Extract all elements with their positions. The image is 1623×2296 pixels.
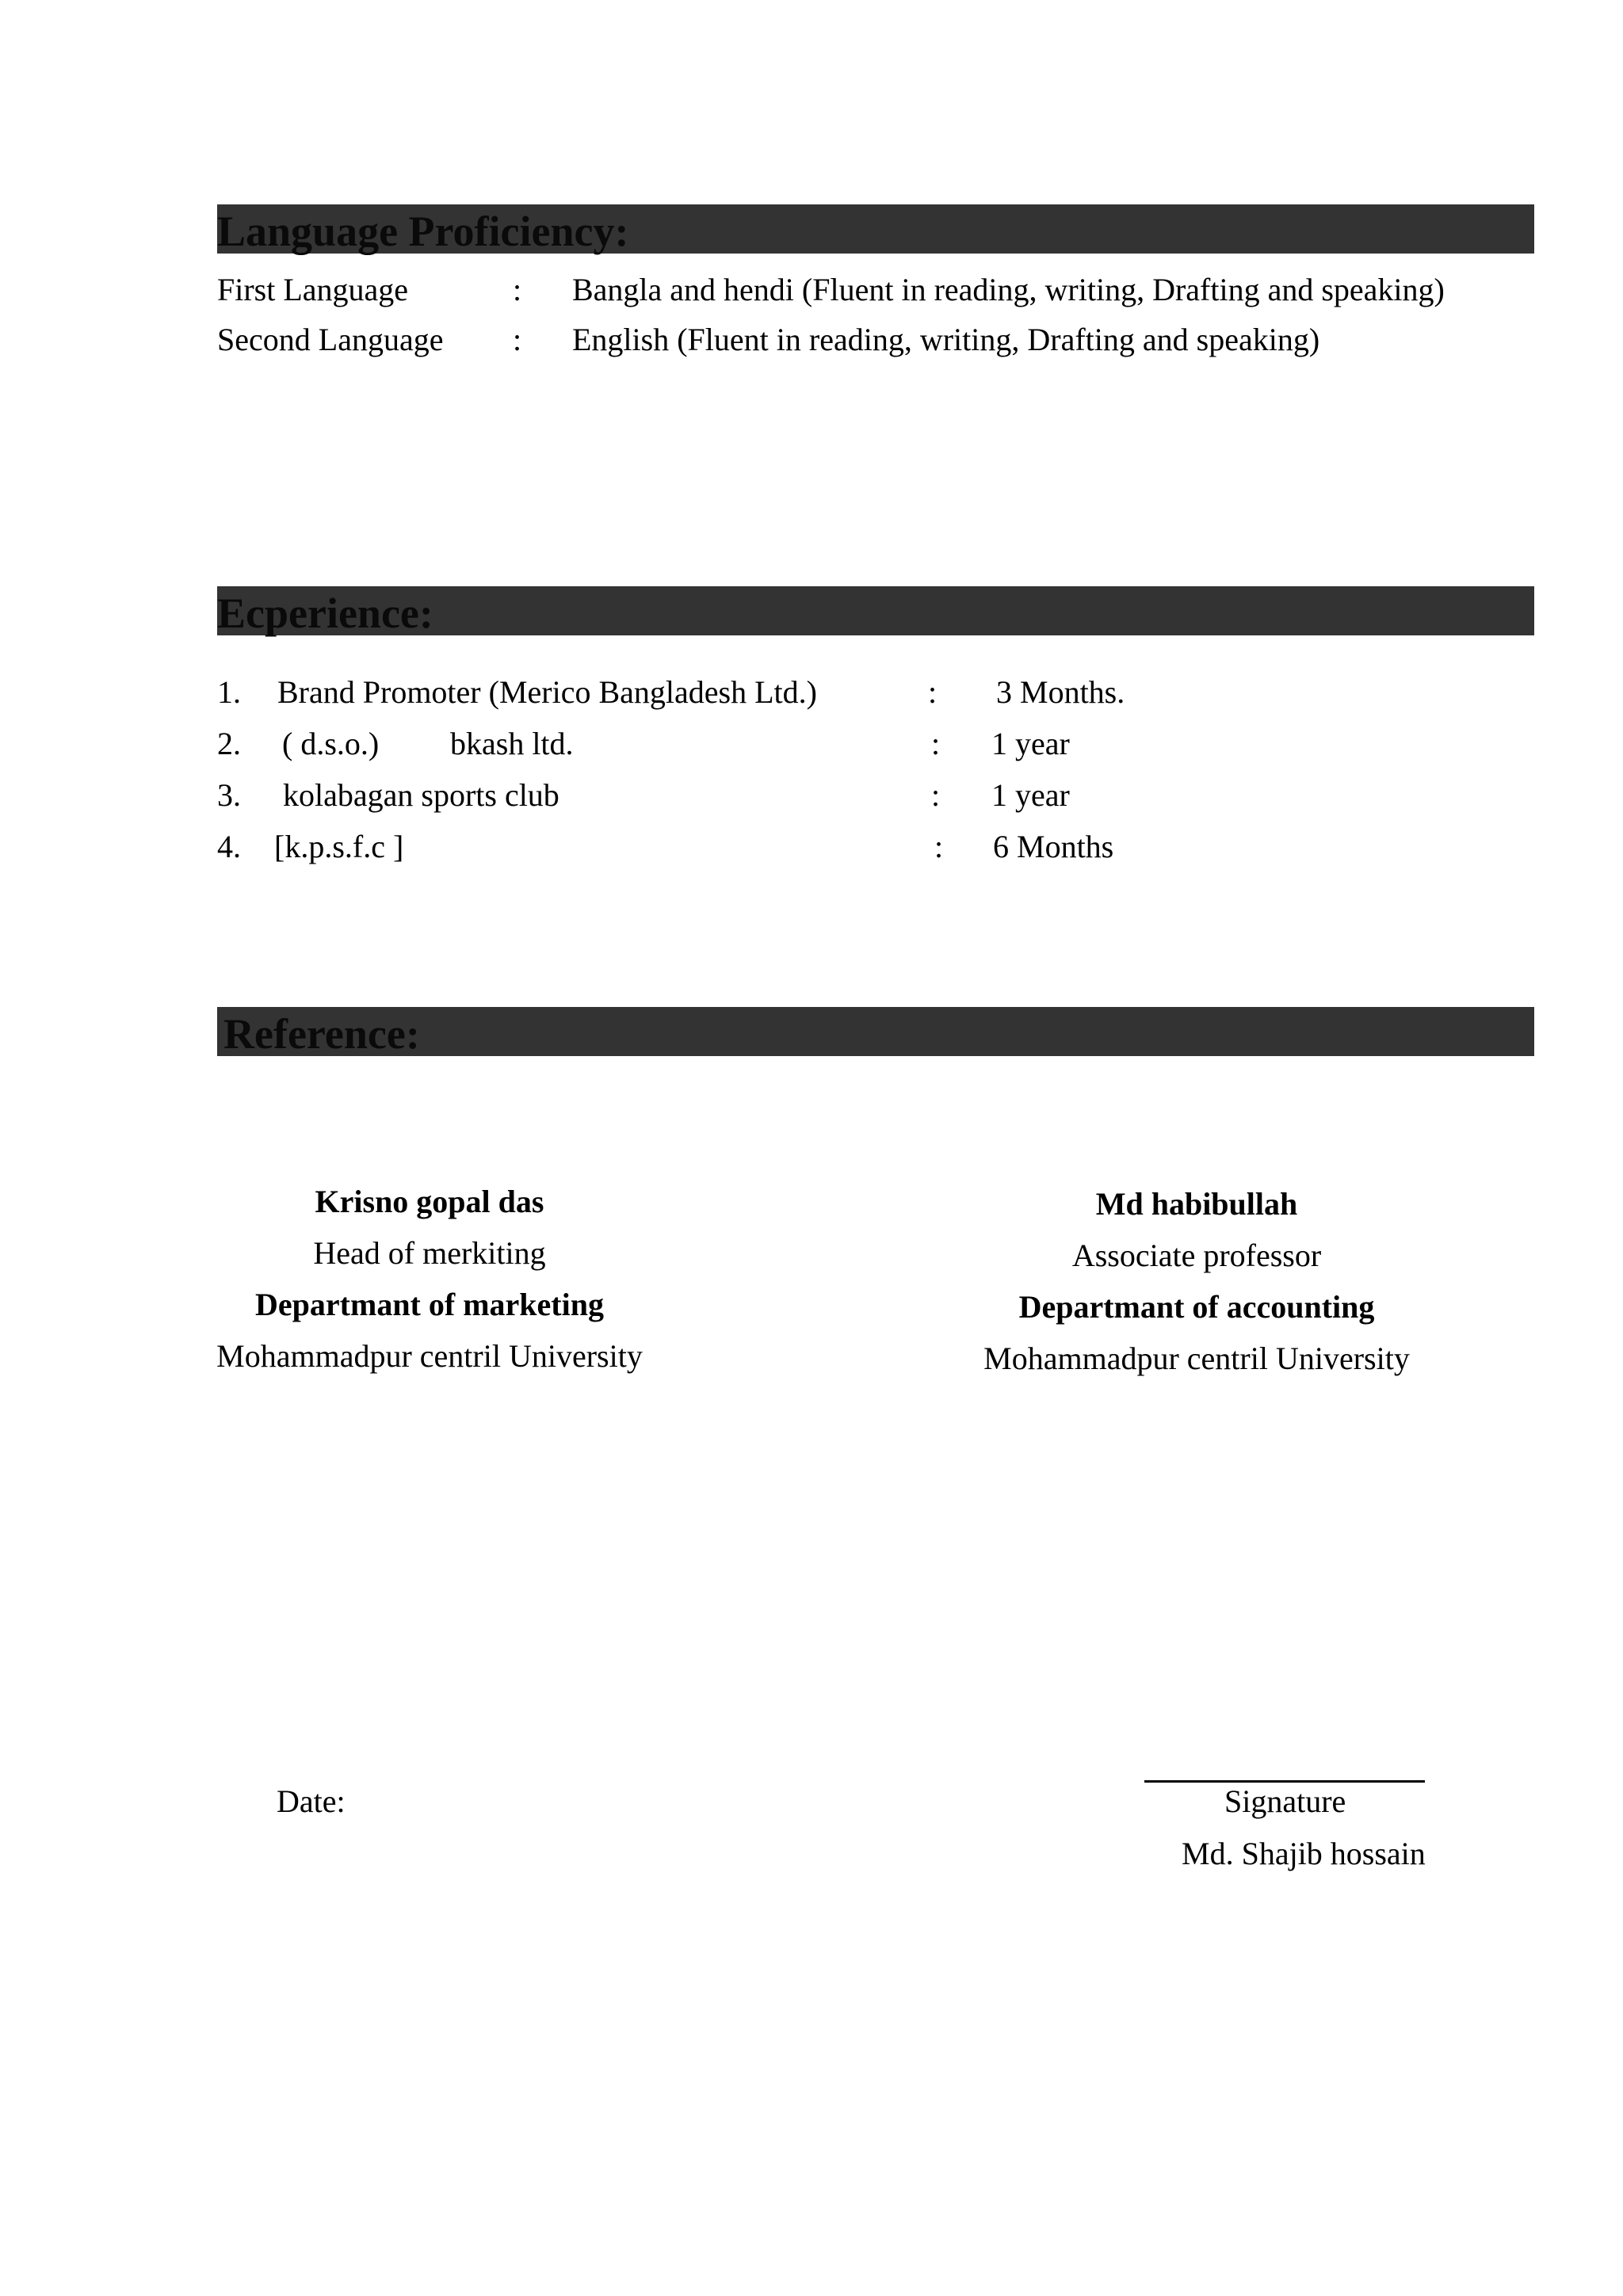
- date-label: Date:: [277, 1783, 346, 1819]
- reference-name: Md habibullah: [1095, 1186, 1298, 1222]
- reference-department: Departmant of accounting: [1018, 1289, 1375, 1325]
- first-language-label: First Language: [217, 272, 409, 307]
- first-language-value: Bangla and hendi (Fluent in reading, writing, Drafting and speaking): [572, 272, 1445, 307]
- reference-position: Associate professor: [1071, 1238, 1322, 1273]
- first-language-colon: :: [513, 272, 522, 307]
- experience-item-title-part-b: bkash ltd.: [450, 726, 574, 761]
- experience-item-duration: 1 year: [991, 777, 1070, 813]
- experience-item-title: [k.p.s.f.c ]: [274, 829, 404, 864]
- reference-card-left: [128, 1183, 731, 1389]
- reference-institution: Mohammadpur centril University: [216, 1338, 643, 1374]
- experience-item-number: 3.: [217, 777, 241, 813]
- experience-item-title: Brand Promoter (Merico Bangladesh Ltd.): [277, 674, 817, 710]
- second-language-colon: :: [513, 322, 522, 357]
- reference-name: Krisno gopal das: [315, 1184, 544, 1219]
- signature-label: Signature: [1224, 1783, 1346, 1819]
- second-language-value: English (Fluent in reading, writing, Drafting and speaking): [572, 322, 1320, 357]
- experience-item-colon: :: [931, 777, 941, 813]
- reference-institution: Mohammadpur centril University: [983, 1341, 1410, 1376]
- experience-section-header: [217, 586, 1534, 635]
- signer-name: Md. Shajib hossain: [1182, 1836, 1426, 1871]
- reference-position: Head of merkiting: [313, 1235, 546, 1271]
- experience-section-title: Ecperience:: [217, 589, 433, 637]
- experience-item-number: 2.: [217, 726, 241, 761]
- experience-item-title-part-a: ( d.s.o.): [282, 726, 380, 761]
- experience-item-duration: 1 year: [991, 726, 1070, 761]
- reference-section-title: Reference:: [223, 1010, 420, 1058]
- second-language-label: Second Language: [217, 322, 444, 357]
- reference-section-header: [217, 1007, 1534, 1056]
- experience-item-number: 4.: [217, 829, 241, 864]
- reference-card-right: [896, 1185, 1498, 1391]
- language-section-header: [217, 204, 1534, 254]
- language-section-title: Language Proficiency:: [217, 208, 629, 255]
- experience-item-duration: 3 Months.: [996, 674, 1125, 710]
- experience-item-title: kolabagan sports club: [283, 777, 559, 813]
- experience-item-number: 1.: [217, 674, 241, 710]
- experience-item-colon: :: [934, 829, 944, 864]
- experience-item-colon: :: [928, 674, 938, 710]
- experience-item-colon: :: [931, 726, 941, 761]
- reference-department: Departmant of marketing: [255, 1287, 604, 1322]
- experience-item-duration: 6 Months: [993, 829, 1114, 864]
